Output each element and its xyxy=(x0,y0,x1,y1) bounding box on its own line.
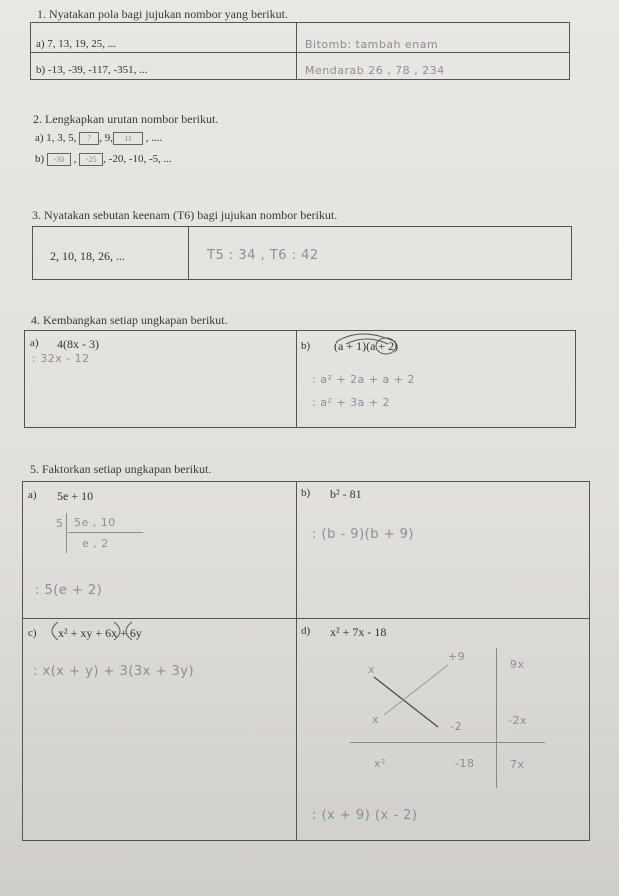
q2-b-prefix: b) xyxy=(35,153,45,166)
q2-a xyxy=(35,132,162,145)
q5-d-label: d) xyxy=(301,625,311,637)
q5-b-work: : (b - 9)(b + 9) xyxy=(312,527,414,542)
q4-b-arcs xyxy=(326,332,416,356)
q5-table xyxy=(22,481,590,841)
q5-a-div-left: 5 xyxy=(56,517,64,530)
q1-row-divider xyxy=(30,52,570,53)
q5-col-divider xyxy=(296,481,297,841)
q5-d-sum-line xyxy=(350,742,545,743)
q4-a-label: a) xyxy=(30,337,39,349)
q5-d-work: : (x + 9) (x - 2) xyxy=(312,808,418,823)
q5-c-brackets xyxy=(40,618,170,644)
q3-sequence: 2, 10, 18, 26, ... xyxy=(50,249,125,263)
q5-c-expr: x² + xy + 6x + 6y xyxy=(58,626,142,640)
q5-c-label: c) xyxy=(28,627,37,639)
q5-a-div-bar xyxy=(66,513,67,553)
q4-b-work2: : a² + 3a + 2 xyxy=(312,396,391,409)
q5-d-prod-l: x² xyxy=(374,757,386,770)
q5-title: 5. Faktorkan setiap ungkapan berikut. xyxy=(30,462,212,476)
q5-d-cross-tl: x xyxy=(368,663,376,676)
q5-a-label: a) xyxy=(28,489,37,501)
q5-a-div-top: 5e , 10 xyxy=(74,516,116,529)
q5-d-prod-r: -18 xyxy=(455,757,475,770)
q3-title: 3. Nyatakan sebutan keenam (T6) bagi jujukan nombor berikut. xyxy=(32,208,338,222)
q4-b-label: b) xyxy=(301,340,311,352)
q5-d-cross-lines xyxy=(370,655,460,735)
q5-a-div-bottom: e , 2 xyxy=(82,537,109,550)
q1-row-a-answer: Bitomb: tambah enam xyxy=(305,38,439,51)
q4-col-divider xyxy=(296,330,297,428)
q5-a-div-line xyxy=(68,532,143,533)
q5-d-col1: 9x xyxy=(510,658,525,671)
q3-answer: T5 : 34 , T6 : 42 xyxy=(207,248,319,263)
q4-table xyxy=(24,330,576,428)
q2-b: b) -30 , -25 , -20, -10, -5, ... xyxy=(35,153,172,166)
q5-d-col3: 7x xyxy=(510,758,525,771)
q4-b-work1: : a² + 2a + a + 2 xyxy=(312,373,415,386)
q2-b-box1: -30 xyxy=(47,153,71,166)
q2-title: 2. Lengkapkan urutan nombor berikut. xyxy=(33,112,219,126)
q4-a-work: : 32x - 12 xyxy=(32,352,90,365)
q5-c-work: : x(x + y) + 3(3x + 3y) xyxy=(33,664,195,679)
q3-col-divider xyxy=(188,226,189,280)
q2-a-suffix: , .... xyxy=(145,132,163,145)
q1-row-b-answer: Mendarab 26 , 78 , 234 xyxy=(305,64,445,77)
q1-col-divider xyxy=(296,22,297,80)
q5-a-expr: 5e + 10 xyxy=(57,489,94,503)
q4-title: 4. Kembangkan setiap ungkapan berikut. xyxy=(31,313,228,327)
q2-a-mid: , 9, xyxy=(99,132,114,145)
q5-b-label: b) xyxy=(301,487,311,499)
q1-row-a-label: a) 7, 13, 19, 25, ... xyxy=(36,38,117,50)
q5-d-cross-br: -2 xyxy=(450,720,462,733)
q5-d-col-line xyxy=(496,648,497,788)
q2-a-box1: 7 xyxy=(79,132,99,145)
q2-b-box2: -25 xyxy=(79,153,103,166)
q2-a-box2: 11 xyxy=(113,132,143,145)
q2-a-prefix: a) 1, 3, 5, xyxy=(35,132,77,145)
q4-a-expr: 4(8x - 3) xyxy=(57,337,99,351)
q5-d-expr: x² + 7x - 18 xyxy=(330,625,387,639)
q5-d-cross-tr: +9 xyxy=(448,650,466,663)
q2-b-suffix: , -20, -10, -5, ... xyxy=(103,153,172,166)
q5-d-cross-bl: x xyxy=(372,713,380,726)
q5-b-expr: b² - 81 xyxy=(330,487,362,501)
q5-a-work: : 5(e + 2) xyxy=(35,583,103,598)
q1-title: 1. Nyatakan pola bagi jujukan nombor yang berikut. xyxy=(37,7,288,21)
q4-b-expr: (a + 1)(a + 2) xyxy=(334,339,399,353)
q1-row-b-label: b) -13, -39, -117, -351, ... xyxy=(36,64,148,76)
q5-d-col2: -2x xyxy=(508,714,527,727)
